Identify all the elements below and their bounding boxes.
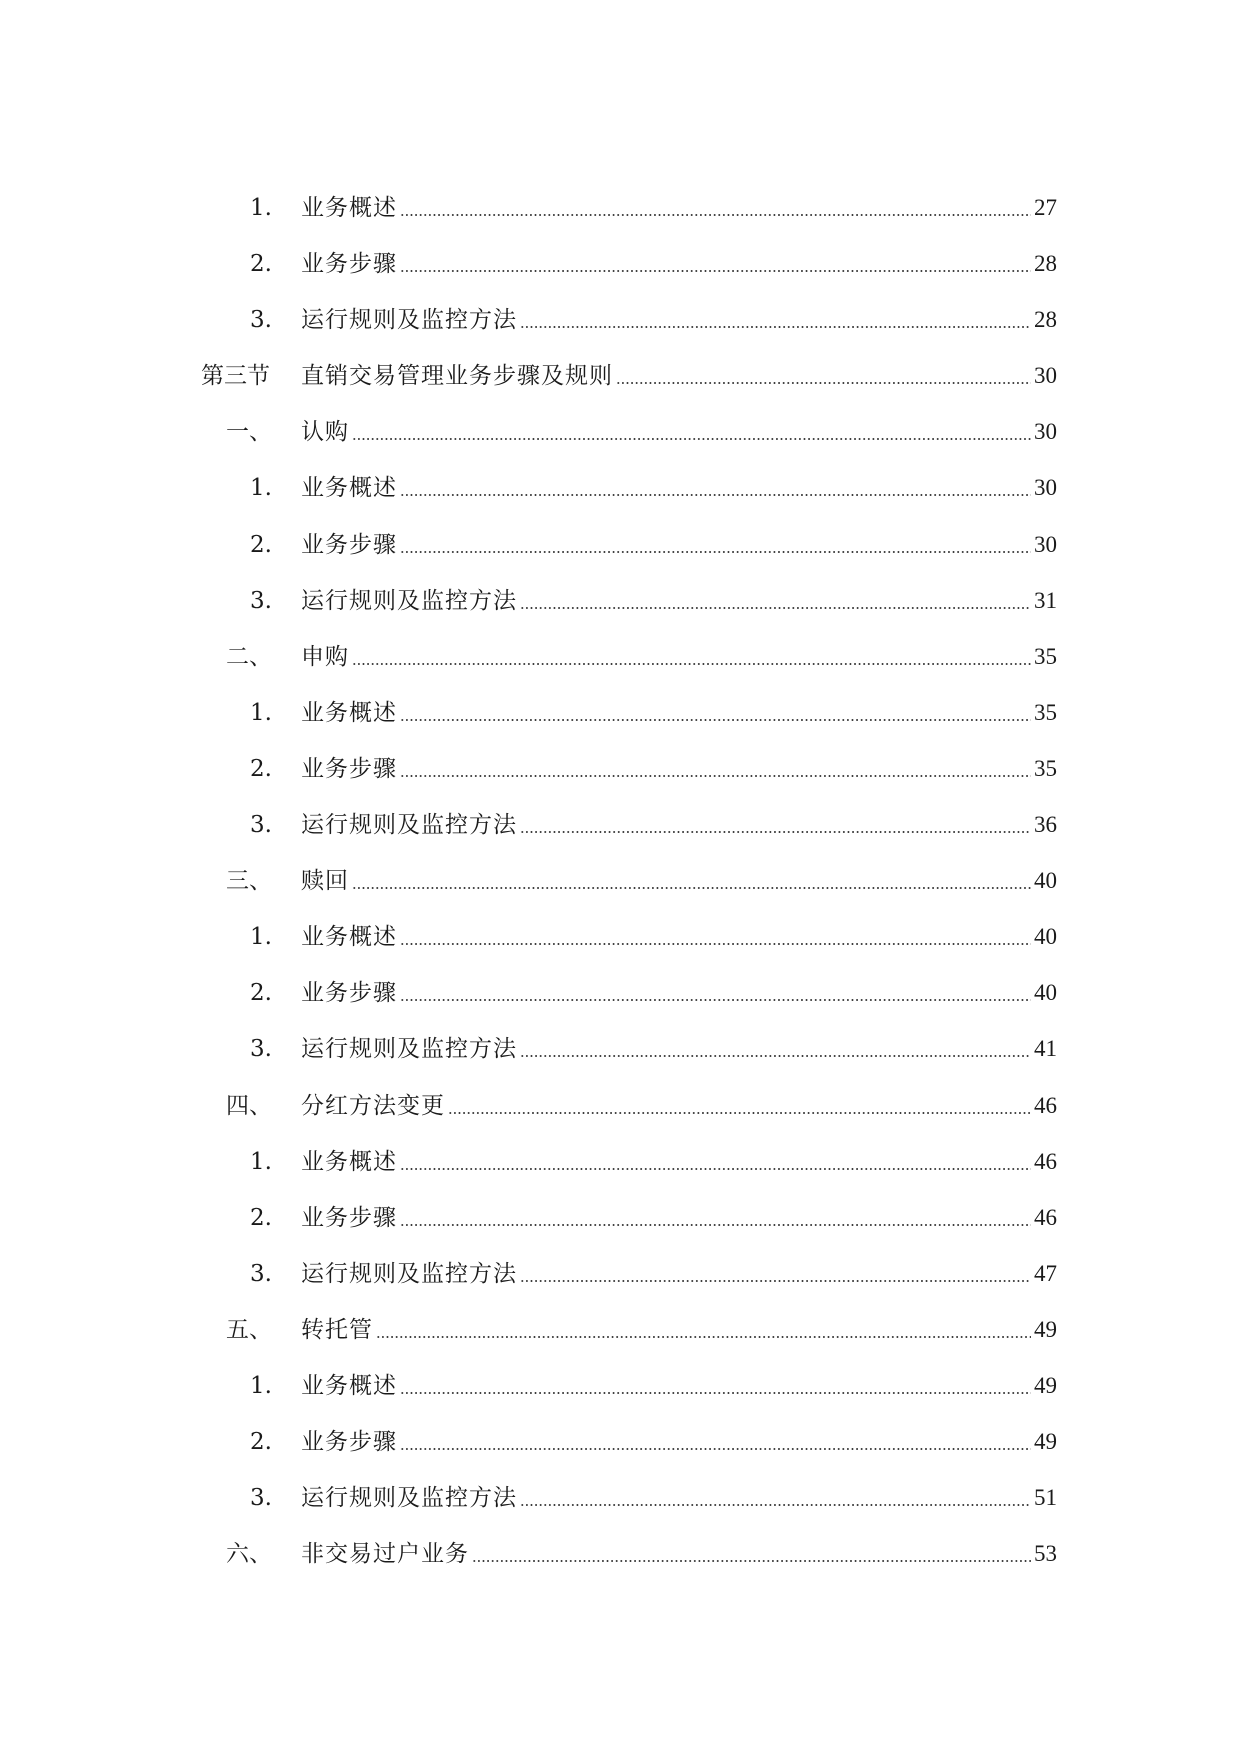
toc-dot-leader [400, 1168, 1031, 1170]
toc-entry-line [250, 1370, 1057, 1402]
toc-entry[interactable] [0, 629, 1241, 685]
toc-dot-leader [400, 719, 1031, 721]
toc-entry-title: 运行规则及监控方法 [301, 1485, 517, 1512]
toc-entry-line [250, 753, 1057, 785]
toc-entry-number: 1. [250, 1372, 272, 1399]
toc-entry-title: 业务步骤 [301, 1429, 397, 1456]
toc-entry-page-number: 47 [1034, 1260, 1057, 1286]
toc-dot-leader [400, 270, 1031, 272]
toc-entry-line [250, 192, 1057, 224]
toc-entry-title: 赎回 [301, 868, 349, 895]
toc-entry-line [250, 304, 1057, 336]
toc-entry-number: 1. [250, 475, 272, 502]
toc-entry-line [250, 809, 1057, 841]
toc-dot-leader [520, 607, 1031, 609]
toc-entry[interactable] [0, 853, 1241, 909]
toc-entry-line [250, 248, 1057, 280]
toc-entry-number: 第三节 [201, 363, 270, 390]
toc-entry-number: 六、 [226, 1541, 272, 1568]
toc-entry-title: 非交易过户业务 [301, 1541, 469, 1568]
toc-entry-page-number: 35 [1034, 755, 1057, 781]
toc-entry-page-number: 28 [1034, 251, 1057, 277]
table-of-contents [0, 180, 1241, 1582]
toc-dot-leader [352, 438, 1031, 440]
toc-entry[interactable] [0, 1302, 1241, 1358]
toc-entry-line [226, 416, 1057, 448]
toc-entry-page-number: 49 [1034, 1372, 1057, 1398]
toc-entry-title: 业务概述 [301, 699, 397, 726]
toc-entry-line [250, 977, 1057, 1009]
toc-entry[interactable] [0, 348, 1241, 404]
toc-entry-title: 直销交易管理业务步骤及规则 [301, 363, 613, 390]
toc-entry-page-number: 35 [1034, 699, 1057, 725]
toc-entry-page-number: 40 [1034, 924, 1057, 950]
toc-entry-number: 一、 [226, 419, 272, 446]
toc-entry-number: 1. [250, 924, 272, 951]
toc-entry[interactable] [0, 909, 1241, 965]
toc-dot-leader [352, 887, 1031, 889]
toc-entry-number: 2. [250, 1204, 272, 1231]
toc-entry-title: 申购 [301, 643, 349, 670]
toc-entry-title: 业务概述 [301, 1372, 397, 1399]
toc-entry-page-number: 46 [1034, 1204, 1057, 1230]
toc-dot-leader [520, 326, 1031, 328]
toc-entry-number: 2. [250, 251, 272, 278]
toc-dot-leader [472, 1560, 1031, 1562]
toc-entry[interactable] [0, 685, 1241, 741]
toc-entry-page-number: 40 [1034, 980, 1057, 1006]
toc-dot-leader [400, 943, 1031, 945]
toc-entry-line [250, 1202, 1057, 1234]
toc-entry[interactable] [0, 180, 1241, 236]
toc-dot-leader [376, 1336, 1031, 1338]
toc-entry-page-number: 28 [1034, 307, 1057, 333]
toc-entry[interactable] [0, 1190, 1241, 1246]
toc-dot-leader [400, 775, 1031, 777]
toc-entry-title: 运行规则及监控方法 [301, 587, 517, 614]
toc-entry-line [226, 1314, 1057, 1346]
toc-dot-leader [400, 551, 1031, 553]
toc-entry[interactable] [0, 1470, 1241, 1526]
toc-entry-title: 分红方法变更 [301, 1092, 445, 1119]
toc-entry-title: 转托管 [301, 1316, 373, 1343]
toc-entry-line [250, 1426, 1057, 1458]
toc-entry-line [250, 529, 1057, 561]
toc-entry-line [226, 1538, 1057, 1570]
toc-dot-leader [520, 1280, 1031, 1282]
toc-entry[interactable] [0, 517, 1241, 573]
toc-entry-number: 3. [250, 1485, 272, 1512]
toc-entry-number: 3. [250, 1260, 272, 1287]
toc-entry[interactable] [0, 1021, 1241, 1077]
toc-dot-leader [400, 1448, 1031, 1450]
toc-entry[interactable] [0, 292, 1241, 348]
toc-entry-line [250, 1033, 1057, 1065]
toc-entry-title: 业务步骤 [301, 531, 397, 558]
toc-dot-leader [400, 999, 1031, 1001]
toc-entry-line [226, 641, 1057, 673]
toc-entry-page-number: 49 [1034, 1316, 1057, 1342]
toc-entry[interactable] [0, 460, 1241, 516]
toc-entry-title: 运行规则及监控方法 [301, 307, 517, 334]
toc-entry-number: 二、 [226, 643, 272, 670]
toc-entry-page-number: 35 [1034, 643, 1057, 669]
toc-dot-leader [520, 1055, 1031, 1057]
toc-dot-leader [400, 1224, 1031, 1226]
toc-entry[interactable] [0, 573, 1241, 629]
toc-entry-title: 业务概述 [301, 1148, 397, 1175]
toc-entry[interactable] [0, 965, 1241, 1021]
toc-entry-line [250, 1258, 1057, 1290]
toc-entry-number: 四、 [226, 1092, 272, 1119]
toc-entry-line [250, 1482, 1057, 1514]
toc-entry-page-number: 30 [1034, 419, 1057, 445]
toc-entry[interactable] [0, 1078, 1241, 1134]
toc-entry-title: 运行规则及监控方法 [301, 812, 517, 839]
toc-entry[interactable] [0, 404, 1241, 460]
toc-entry-page-number: 31 [1034, 587, 1057, 613]
toc-entry[interactable] [0, 797, 1241, 853]
toc-entry[interactable] [0, 236, 1241, 292]
toc-entry-line [250, 921, 1057, 953]
toc-dot-leader [520, 1504, 1031, 1506]
toc-entry[interactable] [0, 1134, 1241, 1190]
toc-entry-number: 2. [250, 755, 272, 782]
toc-entry-title: 业务步骤 [301, 755, 397, 782]
toc-entry[interactable] [0, 1358, 1241, 1414]
toc-entry-page-number: 46 [1034, 1148, 1057, 1174]
toc-entry-number: 3. [250, 587, 272, 614]
toc-dot-leader [616, 382, 1031, 384]
toc-dot-leader [448, 1112, 1031, 1114]
toc-dot-leader [400, 494, 1031, 496]
toc-entry-line [250, 697, 1057, 729]
toc-entry-page-number: 30 [1034, 363, 1057, 389]
toc-entry-number: 2. [250, 531, 272, 558]
toc-entry-line [250, 472, 1057, 504]
toc-entry-title: 认购 [301, 419, 349, 446]
toc-entry-number: 1. [250, 195, 272, 221]
toc-entry-line [226, 1090, 1057, 1122]
toc-entry-title: 业务步骤 [301, 980, 397, 1007]
toc-entry-page-number: 30 [1034, 475, 1057, 501]
toc-entry-line [226, 865, 1057, 897]
toc-entry-number: 2. [250, 980, 272, 1007]
toc-entry-number: 五、 [226, 1316, 272, 1343]
toc-entry-page-number: 51 [1034, 1485, 1057, 1511]
toc-entry-number: 3. [250, 307, 272, 334]
toc-dot-leader [352, 663, 1031, 665]
toc-entry[interactable] [0, 1246, 1241, 1302]
toc-entry-number: 3. [250, 1036, 272, 1063]
toc-entry-page-number: 36 [1034, 812, 1057, 838]
toc-entry-page-number: 46 [1034, 1092, 1057, 1118]
toc-entry-title: 业务概述 [301, 475, 397, 502]
toc-entry-title: 运行规则及监控方法 [301, 1260, 517, 1287]
toc-entry[interactable] [0, 741, 1241, 797]
toc-entry-number: 3. [250, 812, 272, 839]
toc-entry-page-number: 40 [1034, 868, 1057, 894]
toc-entry-title: 运行规则及监控方法 [301, 1036, 517, 1063]
toc-entry-page-number: 53 [1034, 1541, 1057, 1567]
toc-dot-leader [400, 214, 1031, 216]
toc-entry-line [201, 360, 1057, 392]
toc-entry-number: 1. [250, 1148, 272, 1175]
toc-entry-number: 2. [250, 1429, 272, 1456]
toc-dot-leader [520, 831, 1031, 833]
toc-entry-title: 业务概述 [301, 195, 397, 221]
toc-entry-page-number: 30 [1034, 531, 1057, 557]
toc-entry-number: 1. [250, 699, 272, 726]
toc-entry[interactable] [0, 1526, 1241, 1582]
toc-entry-page-number: 41 [1034, 1036, 1057, 1062]
toc-entry-page-number: 49 [1034, 1429, 1057, 1455]
toc-entry[interactable] [0, 1414, 1241, 1470]
toc-dot-leader [400, 1392, 1031, 1394]
toc-entry-title: 业务步骤 [301, 251, 397, 278]
toc-entry-number: 三、 [226, 868, 272, 895]
toc-entry-title: 业务步骤 [301, 1204, 397, 1231]
toc-entry-title: 业务概述 [301, 924, 397, 951]
toc-entry-line [250, 1146, 1057, 1178]
toc-entry-line [250, 585, 1057, 617]
toc-entry-page-number: 27 [1034, 195, 1057, 220]
